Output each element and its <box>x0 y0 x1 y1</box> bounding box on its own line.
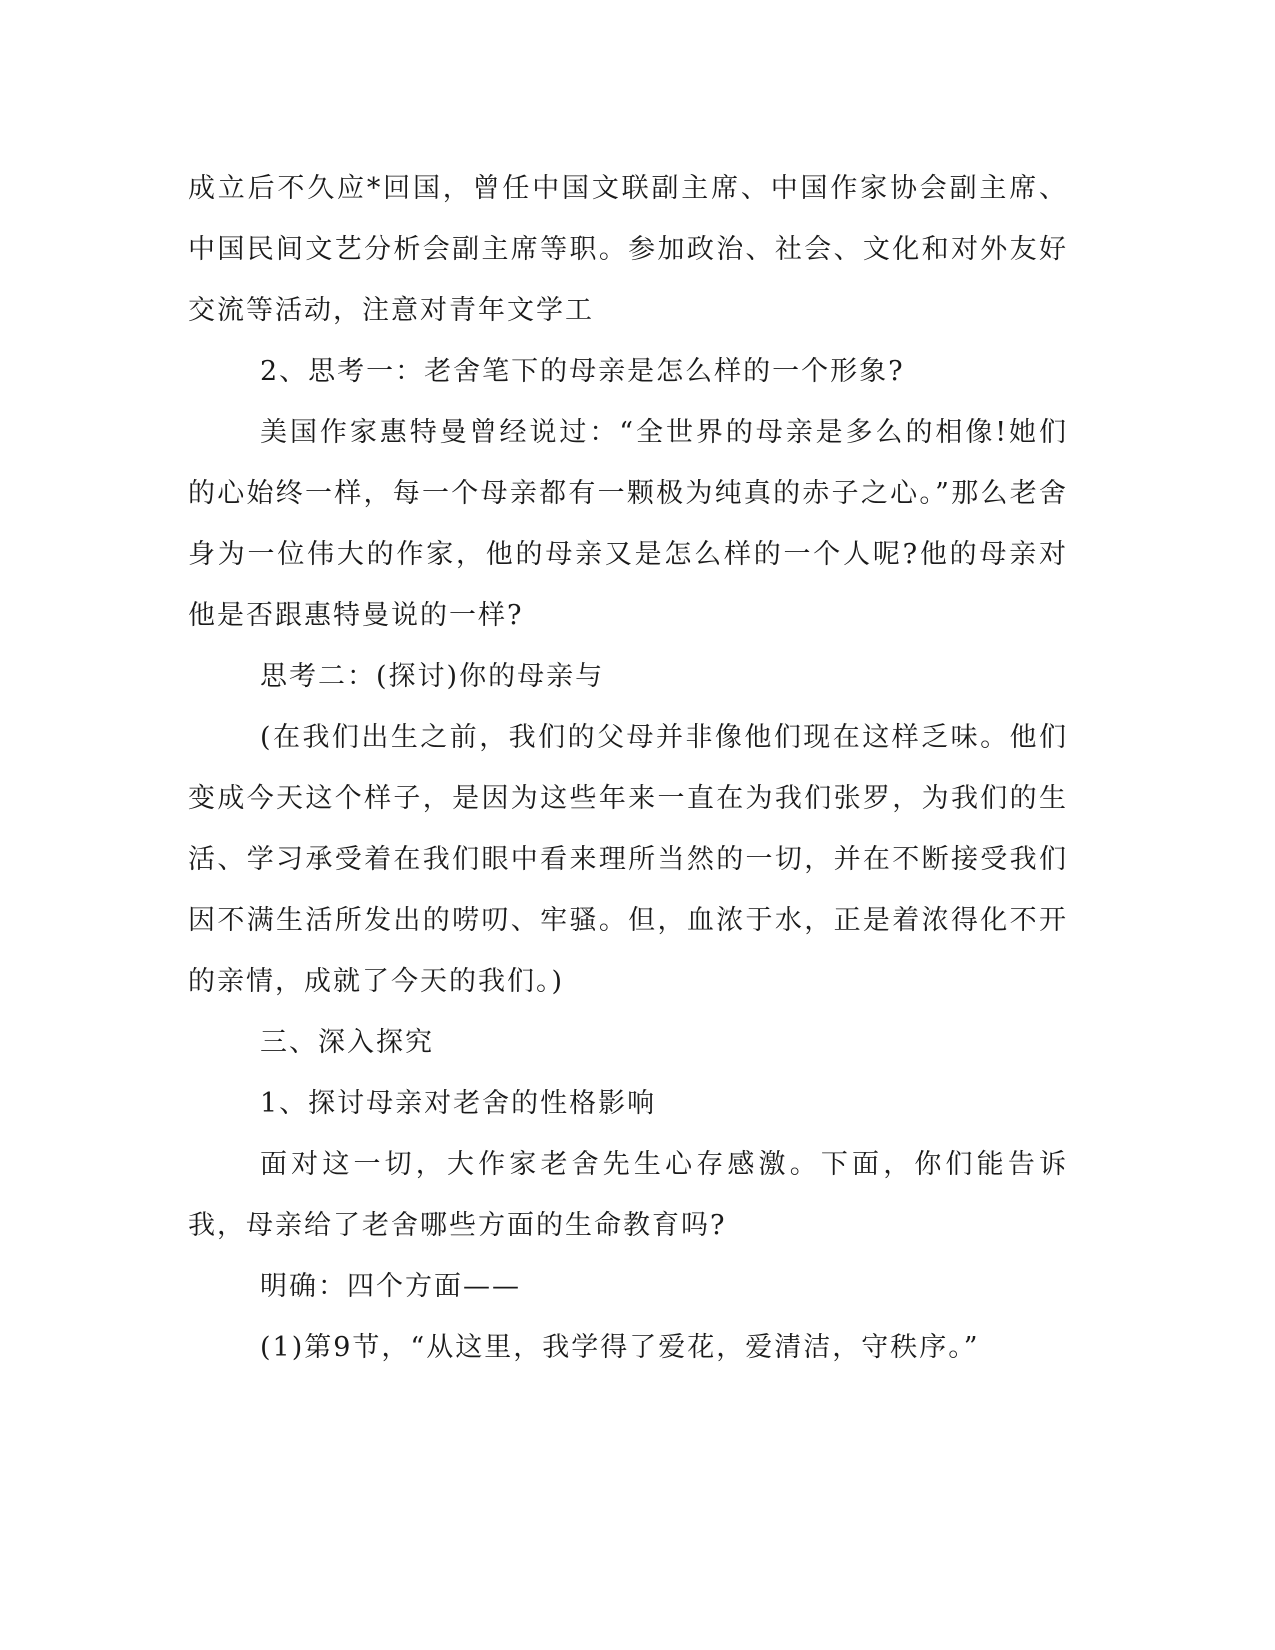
subsection-heading: 1、探讨母亲对老舍的性格影响 <box>260 1088 657 1119</box>
paragraph: 思考二：(探讨)你的母亲与 <box>260 661 605 692</box>
paragraph: (1)第9节，“从这里，我学得了爱花，爱清洁，守秩序。” <box>260 1332 980 1363</box>
document-body <box>188 158 1068 1378</box>
paragraph: 面对这一切，大作家老舍先生心存感激。下面，你们能告诉我，母亲给了老舍哪些方面的生命教育吗? <box>188 1149 1068 1241</box>
paragraph: 美国作家惠特曼曾经说过：“全世界的母亲是多么的相像!她们的心始终一样，每一个母亲都有一颗极为纯真的赤子之心。”那么老舍身为一位伟大的作家，他的母亲又是怎么样的一个人呢?他的母亲对他是否跟惠特曼说的一样? <box>188 417 1068 631</box>
section-heading: 三、深入探究 <box>260 1027 434 1058</box>
paragraph: 明确：四个方面—— <box>260 1271 521 1302</box>
paragraph: 2、思考一：老舍笔下的母亲是怎么样的一个形象? <box>260 356 905 387</box>
paragraph: (在我们出生之前，我们的父母并非像他们现在这样乏味。他们变成今天这个样子，是因为这些年来一直在为我们张罗，为我们的生活、学习承受着在我们眼中看来理所当然的一切，并在不断接受我们因不满生活所发出的唠叨、牢骚。但，血浓于水，正是着浓得化不开的亲情，成就了今天的我们。) <box>188 722 1068 997</box>
paragraph: 成立后不久应*回国，曾任中国文联副主席、中国作家协会副主席、中国民间文艺分析会副主席等职。参加政治、社会、文化和对外友好交流等活动，注意对青年文学工 <box>188 173 1068 326</box>
